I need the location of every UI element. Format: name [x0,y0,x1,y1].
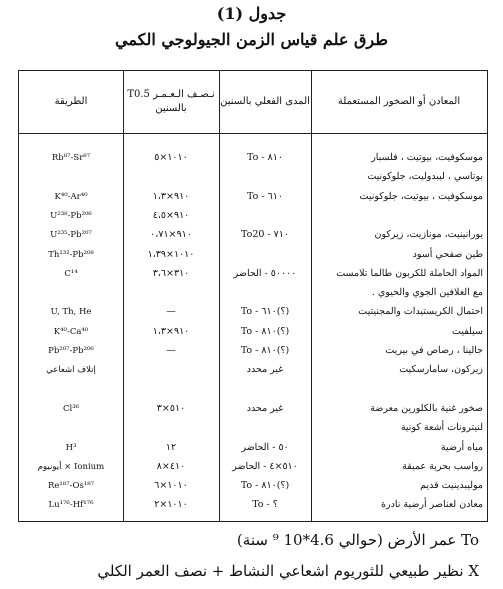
row-half-life-cell: ٩١٠×١،٣ [152,190,190,202]
row-method-cell [19,168,123,186]
table-row [19,284,487,302]
row-method-cell: K⁴⁰-Ar⁴⁰ [54,191,88,202]
table-row [19,496,487,514]
row-method-cell: Cl³⁶ [62,403,80,414]
row-method-cell: U²³⁸-Pb²⁰⁶ [50,210,92,221]
row-minerals-cell: يورانينيت، مونازيت، زيركون [374,229,483,241]
table-row [19,400,487,418]
table-row [19,246,487,264]
row-range-cell: ٦١٠ - To [247,190,283,202]
row-half-life-cell: ٩١٠×٠،٧١ [150,229,192,241]
table-number: جدول (1) [216,4,287,23]
table-row [19,149,487,167]
row-range-cell [219,381,311,399]
row-half-life-cell [123,419,219,437]
table-row [19,458,487,476]
row-method-cell: Rb⁸⁷-Sr⁸⁷ [51,153,91,163]
row-half-life-cell: ٤١٠×٨ [156,460,186,472]
row-range-cell [219,207,311,225]
table-row [19,226,487,244]
header-range: المدى الفعلي بالسنين [220,96,310,107]
table-row [19,265,487,283]
table-row [19,303,487,321]
row-half-life-cell: ٣١٠×٣،٦ [152,267,190,279]
row-half-life-cell: ١٠١٠×٦ [154,480,188,492]
row-method-cell: K⁴⁰-Ca⁴⁰ [53,326,89,337]
row-method-cell [19,284,123,302]
row-minerals-cell: رواسب بحرية عميقة [402,460,483,472]
row-half-life-cell [123,361,219,379]
row-range-cell [219,419,311,437]
row-half-life-cell: ١٠١٠×٥ [154,152,188,163]
row-method-cell: H³ [65,442,77,453]
row-method-cell: Lu¹⁷⁶-Hf¹⁷⁶ [48,500,94,511]
row-minerals-cell: مياه أرضية [440,441,483,453]
header-minerals: المعادن أو الصخور المستعملة [337,96,461,107]
row-minerals-cell: زيركون، سامارسكيت [399,364,483,376]
row-minerals-cell: سيلفيت [452,325,483,337]
table-title: طرق علم قياس الزمن الجيولوجي الكمي [115,30,388,49]
row-minerals-cell: صخور غنية بالكلورين معرضة [370,402,483,414]
row-minerals-cell: موسكوفيت، بيوتيت ، فلسبار [371,152,483,163]
row-method-cell: Re¹⁸⁷-Os¹⁸⁷ [47,481,95,492]
row-method-cell: أيونيوم × Ionium [37,461,105,472]
table-row [19,361,487,379]
row-minerals-cell [311,381,487,399]
row-minerals-cell: احتمال الكريستيدات والمجنيتيت [358,306,483,318]
row-range-cell: غير محدد [246,402,284,414]
row-half-life-cell: ١٢ [165,441,177,453]
header-method: الطريقة [54,96,88,107]
row-range-cell: (؟)٨١٠ - To [240,325,290,337]
row-range-cell: ؟ - To [252,499,278,511]
row-range-cell: ٥٠ - الحاضر [241,441,289,453]
row-half-life-cell: — [166,345,176,356]
data-table [18,70,488,522]
row-half-life-cell: ١٠١٠×١،٣٩ [147,248,195,260]
row-range-cell [219,284,311,302]
row-range-cell: (؟)٨١٠ - To [240,480,290,492]
row-range-cell: (؟)٦١٠ - To [240,306,290,318]
row-method-cell: U, Th, He [50,307,92,318]
row-range-cell: ٨١٠ - To [247,152,283,163]
row-range-cell: ٧١٠ - To20 [241,229,289,241]
header-half-life: نـصـف الـعـمـر T0.5 بالسنين [127,89,215,114]
row-method-cell: U²³⁵-Pb²⁰⁷ [50,230,92,241]
row-range-cell: ٥٠٠٠٠ - الحاضر [233,267,297,279]
table-row [19,419,487,437]
row-range-cell: غير محدد [246,364,284,376]
row-minerals-cell: طين صفحي أسود [412,248,483,260]
row-range-cell [219,168,311,186]
table-row [19,188,487,206]
row-half-life-cell: — [166,306,176,318]
table-row [19,477,487,495]
row-range-cell: ٥١٠×٤ - الحاضر [232,460,298,472]
row-minerals-cell: مع الغلافين الجوي والحيوي . [371,287,483,299]
row-minerals-cell: جالينا ، رصاص في بيريت [385,345,483,356]
row-method-cell [19,381,123,399]
row-method-cell: C¹⁴ [64,268,78,279]
row-minerals-cell: موليبدينيت قديم [420,480,483,492]
row-half-life-cell: ٩١٠×٤،٥ [152,209,190,221]
row-minerals-cell [311,207,487,225]
row-range-cell [219,246,311,264]
row-minerals-cell: المواد الحاملة للكربون طالما تلامست [336,267,483,279]
row-minerals-cell: معادن لعناصر أرضية نادرة [381,499,483,511]
row-half-life-cell [123,284,219,302]
table-row [19,439,487,457]
row-range-cell: (؟)٨١٠ - To [240,345,290,356]
table-row [19,381,487,399]
header-divider [19,133,487,134]
row-minerals-cell: لنيترونات أشعة كونية [400,422,483,434]
table-row [19,168,487,186]
row-method-cell: إتلاف اشعاعي [46,365,96,376]
row-half-life-cell [123,168,219,186]
row-half-life-cell: ٥١٠×٣ [156,402,186,414]
row-method-cell: Pb²⁰⁷-Pb²⁰⁶ [48,346,94,356]
row-half-life-cell: ٩١٠×١،٣ [152,325,190,337]
row-minerals-cell: موسكوفيت ، بيوتيت، جلوكونيت [359,190,483,202]
row-half-life-cell [123,381,219,399]
row-method-cell: Th²³²-Pb²⁰⁸ [48,249,94,260]
row-half-life-cell: ١٠١٠×٢ [154,499,188,511]
table-row [19,207,487,225]
note-x: X نظير طبيعي للثوريوم اشعاعي النشاط + نصف العمر الكلي [97,562,479,580]
table-row [19,342,487,360]
row-minerals-cell: بوتاسي ، ليبدوليت، جلوكونيت [367,171,483,183]
note-to: To عمر الأرض (حوالي 4.6*10 ⁹ سنة) [236,531,479,549]
row-method-cell [19,419,123,437]
table-row [19,323,487,341]
